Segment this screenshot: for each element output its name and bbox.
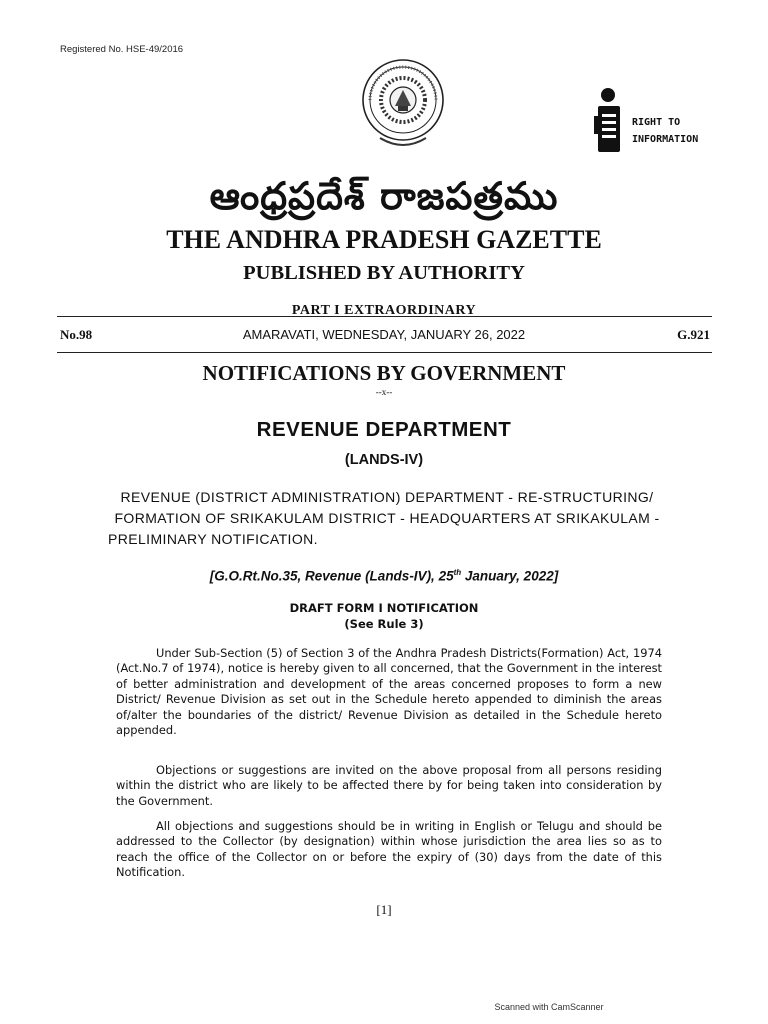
gazette-number: G.921 [677, 327, 710, 342]
subject-block [82, 487, 692, 550]
page-number: [1] [376, 902, 392, 917]
go-reference-sup: th [453, 568, 462, 577]
dateline: AMARAVATI, WEDNESDAY, JANUARY 26, 2022 [242, 327, 526, 342]
subject-line: REVENUE (DISTRICT ADMINISTRATION) DEPARTMENT - RE-STRUCTURING/ [120, 489, 654, 505]
rti-line-1: RIGHT TO [632, 117, 681, 128]
bottom-rule [57, 352, 712, 353]
go-reference-prefix: [G.O.Rt.No.35, Revenue (Lands-IV), 25 [209, 568, 454, 584]
rti-line-2: INFORMATION [632, 134, 699, 145]
paragraph-text: Objections or suggestions are invited on the above proposal from all persons residing within the district who are likely to be affected there by for being taken into consideration by the Government. [116, 763, 662, 808]
scanner-watermark: Scanned with CamScanner [494, 1002, 604, 1012]
issue-number: No.98 [60, 327, 93, 342]
gazette-title: THE ANDHRA PRADESH GAZETTE [166, 225, 602, 254]
registration-number: Registered No. HSE-49/2016 [60, 44, 184, 55]
draft-heading [0, 600, 768, 632]
separator: --x-- [375, 387, 393, 397]
subject-line: PRELIMINARY NOTIFICATION. [108, 531, 318, 547]
department-heading: REVENUE DEPARTMENT [256, 418, 512, 441]
section-heading: NOTIFICATIONS BY GOVERNMENT [202, 361, 566, 385]
part-label: PART I EXTRAORDINARY [291, 303, 477, 318]
telugu-masthead: ఆంధ్రప్రదేశ్ రాజపత్రము [209, 174, 559, 218]
paragraph [116, 763, 662, 809]
go-reference-suffix: January, 2022] [461, 568, 559, 584]
go-reference [0, 568, 768, 584]
state-emblem-icon [358, 56, 448, 152]
rti-caption [632, 114, 698, 148]
sub-department: (LANDS-IV) [344, 452, 424, 468]
paragraph-text: All objections and suggestions should be in writing in English or Telugu and should be addressed to the Collector (by designation) within whose jurisdiction the area lies so as to reach the office of the Collector on or before the expiry of (30) days from the date of this Notification. [116, 819, 662, 880]
gazette-subtitle: PUBLISHED BY AUTHORITY [243, 262, 525, 284]
draft-rule: (See Rule 3) [344, 617, 424, 631]
paragraph-text: Under Sub-Section (5) of Section 3 of the Andhra Pradesh Districts(Formation) Act, 1974 (Act.No.7 of 1974), notice is hereby given to all concerned, that the Government in the interest of better administration and development of the areas concerned proposes to form a new District/ Revenue Division as set out in the Schedule hereto appended to diminish the areas of/alter the boundaries of the district/ Revenue Division as detailed in the Schedule hereto appended. [116, 646, 662, 738]
paragraph [116, 646, 662, 738]
subject-line: FORMATION OF SRIKAKULAM DISTRICT - HEADQUARTERS AT SRIKAKULAM - [114, 510, 660, 526]
paragraph [116, 819, 662, 881]
top-rule [57, 316, 712, 317]
draft-title: DRAFT FORM I NOTIFICATION [289, 601, 479, 615]
